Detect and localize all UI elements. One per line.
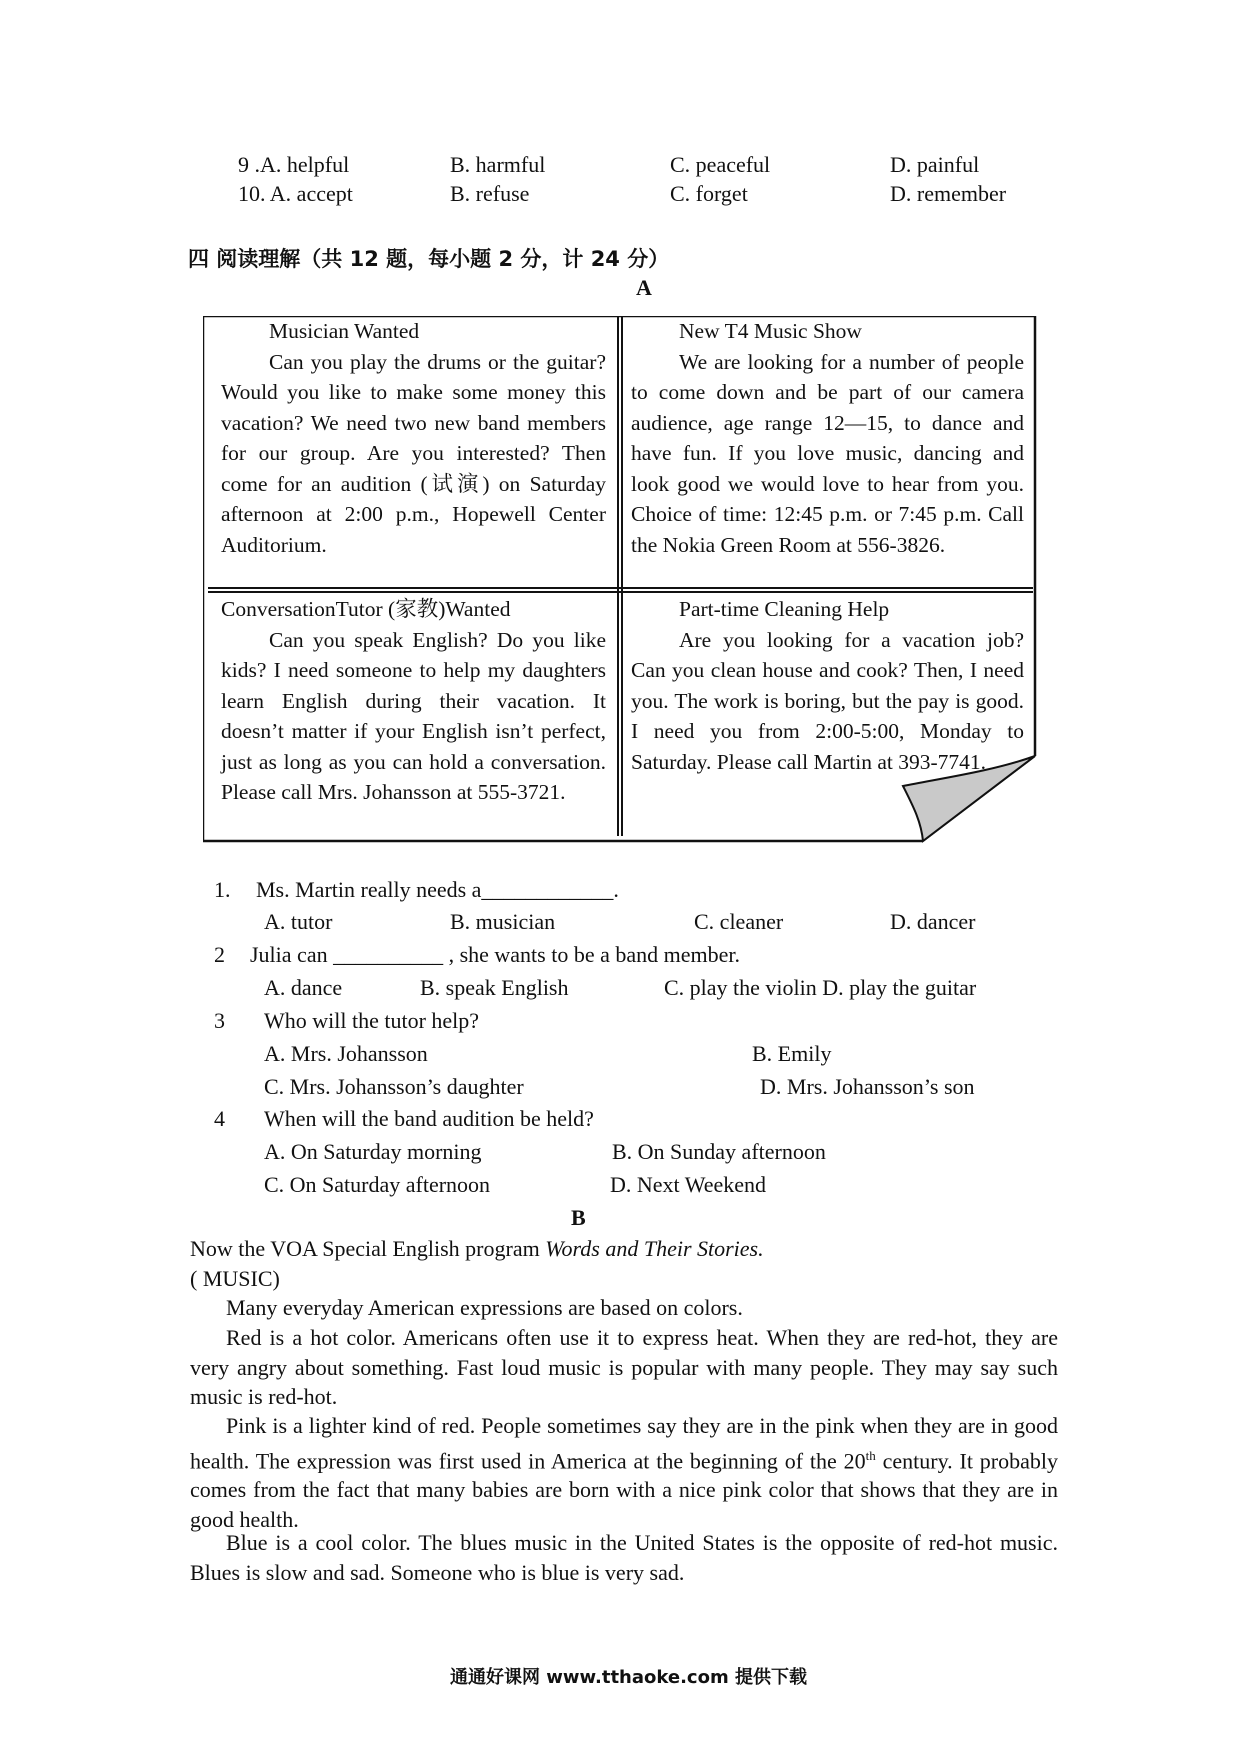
- p3-part-b: century. It probably comes from the fact that many babies are born with a nice pink color that shows that they are in good health.: [190, 1447, 1058, 1532]
- option-10-c: C. forget: [670, 181, 748, 206]
- ad-cleaning-body: Are you looking for a vacation job? Can you clean house and cook? Then, I need you. The work is boring, but the pay is good. I need you from 2:00-5:00, Monday to Saturday. Please call Martin at 393-7741.: [631, 627, 1024, 774]
- option-10-a: 10. A. accept: [238, 181, 353, 206]
- option-10-d: D. remember: [890, 181, 1007, 206]
- ad-t4-body: We are looking for a number of people to come down and be part of our camera audience, age range 12—15, to dance and have fun. If you love music, dancing and look good we would love to hear from you. Choice of time: 12:45 p.m. or 7:45 p.m. Call the Nokia Green Room at 556-3826.: [631, 349, 1024, 557]
- ad-t4-title: New T4 Music Show: [679, 319, 862, 343]
- option-b: B. Emily: [752, 1041, 832, 1066]
- question-stem: Julia can __________ , she wants to be a band member.: [250, 942, 741, 967]
- option-d: D. Next Weekend: [610, 1172, 767, 1197]
- ad-musician-title: Musician Wanted: [269, 319, 420, 343]
- option-9-d: D. painful: [890, 152, 980, 177]
- option-c: C. On Saturday afternoon: [264, 1172, 491, 1197]
- ad-cleaning-title: Part-time Cleaning Help: [679, 597, 890, 621]
- option-9-a: 9 .A. helpful: [238, 152, 350, 177]
- ad-musician-body: Can you play the drums or the guitar? Would you like to make some money this vacation? We need two new band members for our group. Are you interested? Then come for an audition (试演) on Saturday afternoon at 2:00 p.m., Hopewell Center Auditorium.: [221, 349, 606, 557]
- passage-b-label: B: [571, 1205, 586, 1230]
- option-d: D. dancer: [890, 909, 976, 934]
- option-a: A. dance: [264, 975, 343, 1000]
- option-a: A. tutor: [264, 909, 333, 934]
- ad-tutor-title: ConversationTutor (家教)Wanted: [221, 597, 511, 621]
- question-number: 1.: [214, 877, 231, 902]
- option-10-b: B. refuse: [450, 181, 530, 206]
- option-d: D. Mrs. Johansson’s son: [760, 1074, 975, 1099]
- question-stem: When will the band audition be held?: [264, 1106, 594, 1131]
- p3-part-a: Pink is a lighter kind of red. People sometimes say they are in the pink when they are in good health. The expression was first used in America at the beginning of the 20: [190, 1413, 1058, 1473]
- option-c: C. cleaner: [694, 909, 784, 934]
- passage-b-intro: [190, 1234, 1058, 1264]
- p3-superscript: th: [865, 1447, 876, 1463]
- question-number: 3: [214, 1008, 225, 1033]
- ad-part-time-cleaning: [631, 594, 1024, 777]
- option-b: B. speak English: [420, 975, 569, 1000]
- option-b: B. On Sunday afternoon: [612, 1139, 826, 1164]
- passage-b-p3: [190, 1411, 1058, 1534]
- passage-a-label: A: [636, 275, 652, 300]
- option-9-c: C. peaceful: [670, 152, 771, 177]
- section-heading: 四 阅读理解（共 12 题，每小题 2 分，计 24 分）: [188, 247, 670, 271]
- ad-t4-music-show: [631, 316, 1024, 560]
- intro-text: Now the VOA Special English program: [190, 1236, 546, 1261]
- option-c: C. play the violin D. play the guitar: [664, 975, 977, 1000]
- option-b: B. musician: [450, 909, 556, 934]
- option-a: A. On Saturday morning: [264, 1139, 482, 1164]
- option-9-b: B. harmful: [450, 152, 546, 177]
- option-a: A. Mrs. Johansson: [264, 1041, 428, 1066]
- passage-b-p2: Red is a hot color. Americans often use it to express heat. When they are red-hot, they are very angry about something. Fast loud music is popular with many people. They may say such music is red-hot.: [190, 1325, 1058, 1409]
- program-title: Words and Their Stories.: [545, 1236, 764, 1261]
- question-number: 2: [214, 942, 225, 967]
- passage-b-p1: Many everyday American expressions are based on colors.: [226, 1295, 743, 1320]
- question-stem: Ms. Martin really needs a____________.: [256, 877, 619, 902]
- ad-musician-wanted: [221, 316, 606, 560]
- ad-grid: [203, 316, 1038, 843]
- passage-b-music: ( MUSIC): [190, 1266, 280, 1291]
- option-c: C. Mrs. Johansson’s daughter: [264, 1074, 524, 1099]
- page-footer: 通通好课网 www.tthaoke.com 提供下载: [450, 1667, 807, 1688]
- ad-tutor-body: Can you speak English? Do you like kids? I need someone to help my daughters learn English during their vacation. It doesn’t matter if your English isn’t perfect, just as long as you can hold a conversation. Please call Mrs. Johansson at 555-3721.: [221, 627, 606, 804]
- passage-b-p4: Blue is a cool color. The blues music in the United States is the opposite of red-hot music. Blues is slow and sad. Someone who is blue is very sad.: [190, 1530, 1058, 1585]
- question-stem: Who will the tutor help?: [264, 1008, 480, 1033]
- ad-conversation-tutor: [221, 594, 606, 808]
- question-number: 4: [214, 1106, 225, 1131]
